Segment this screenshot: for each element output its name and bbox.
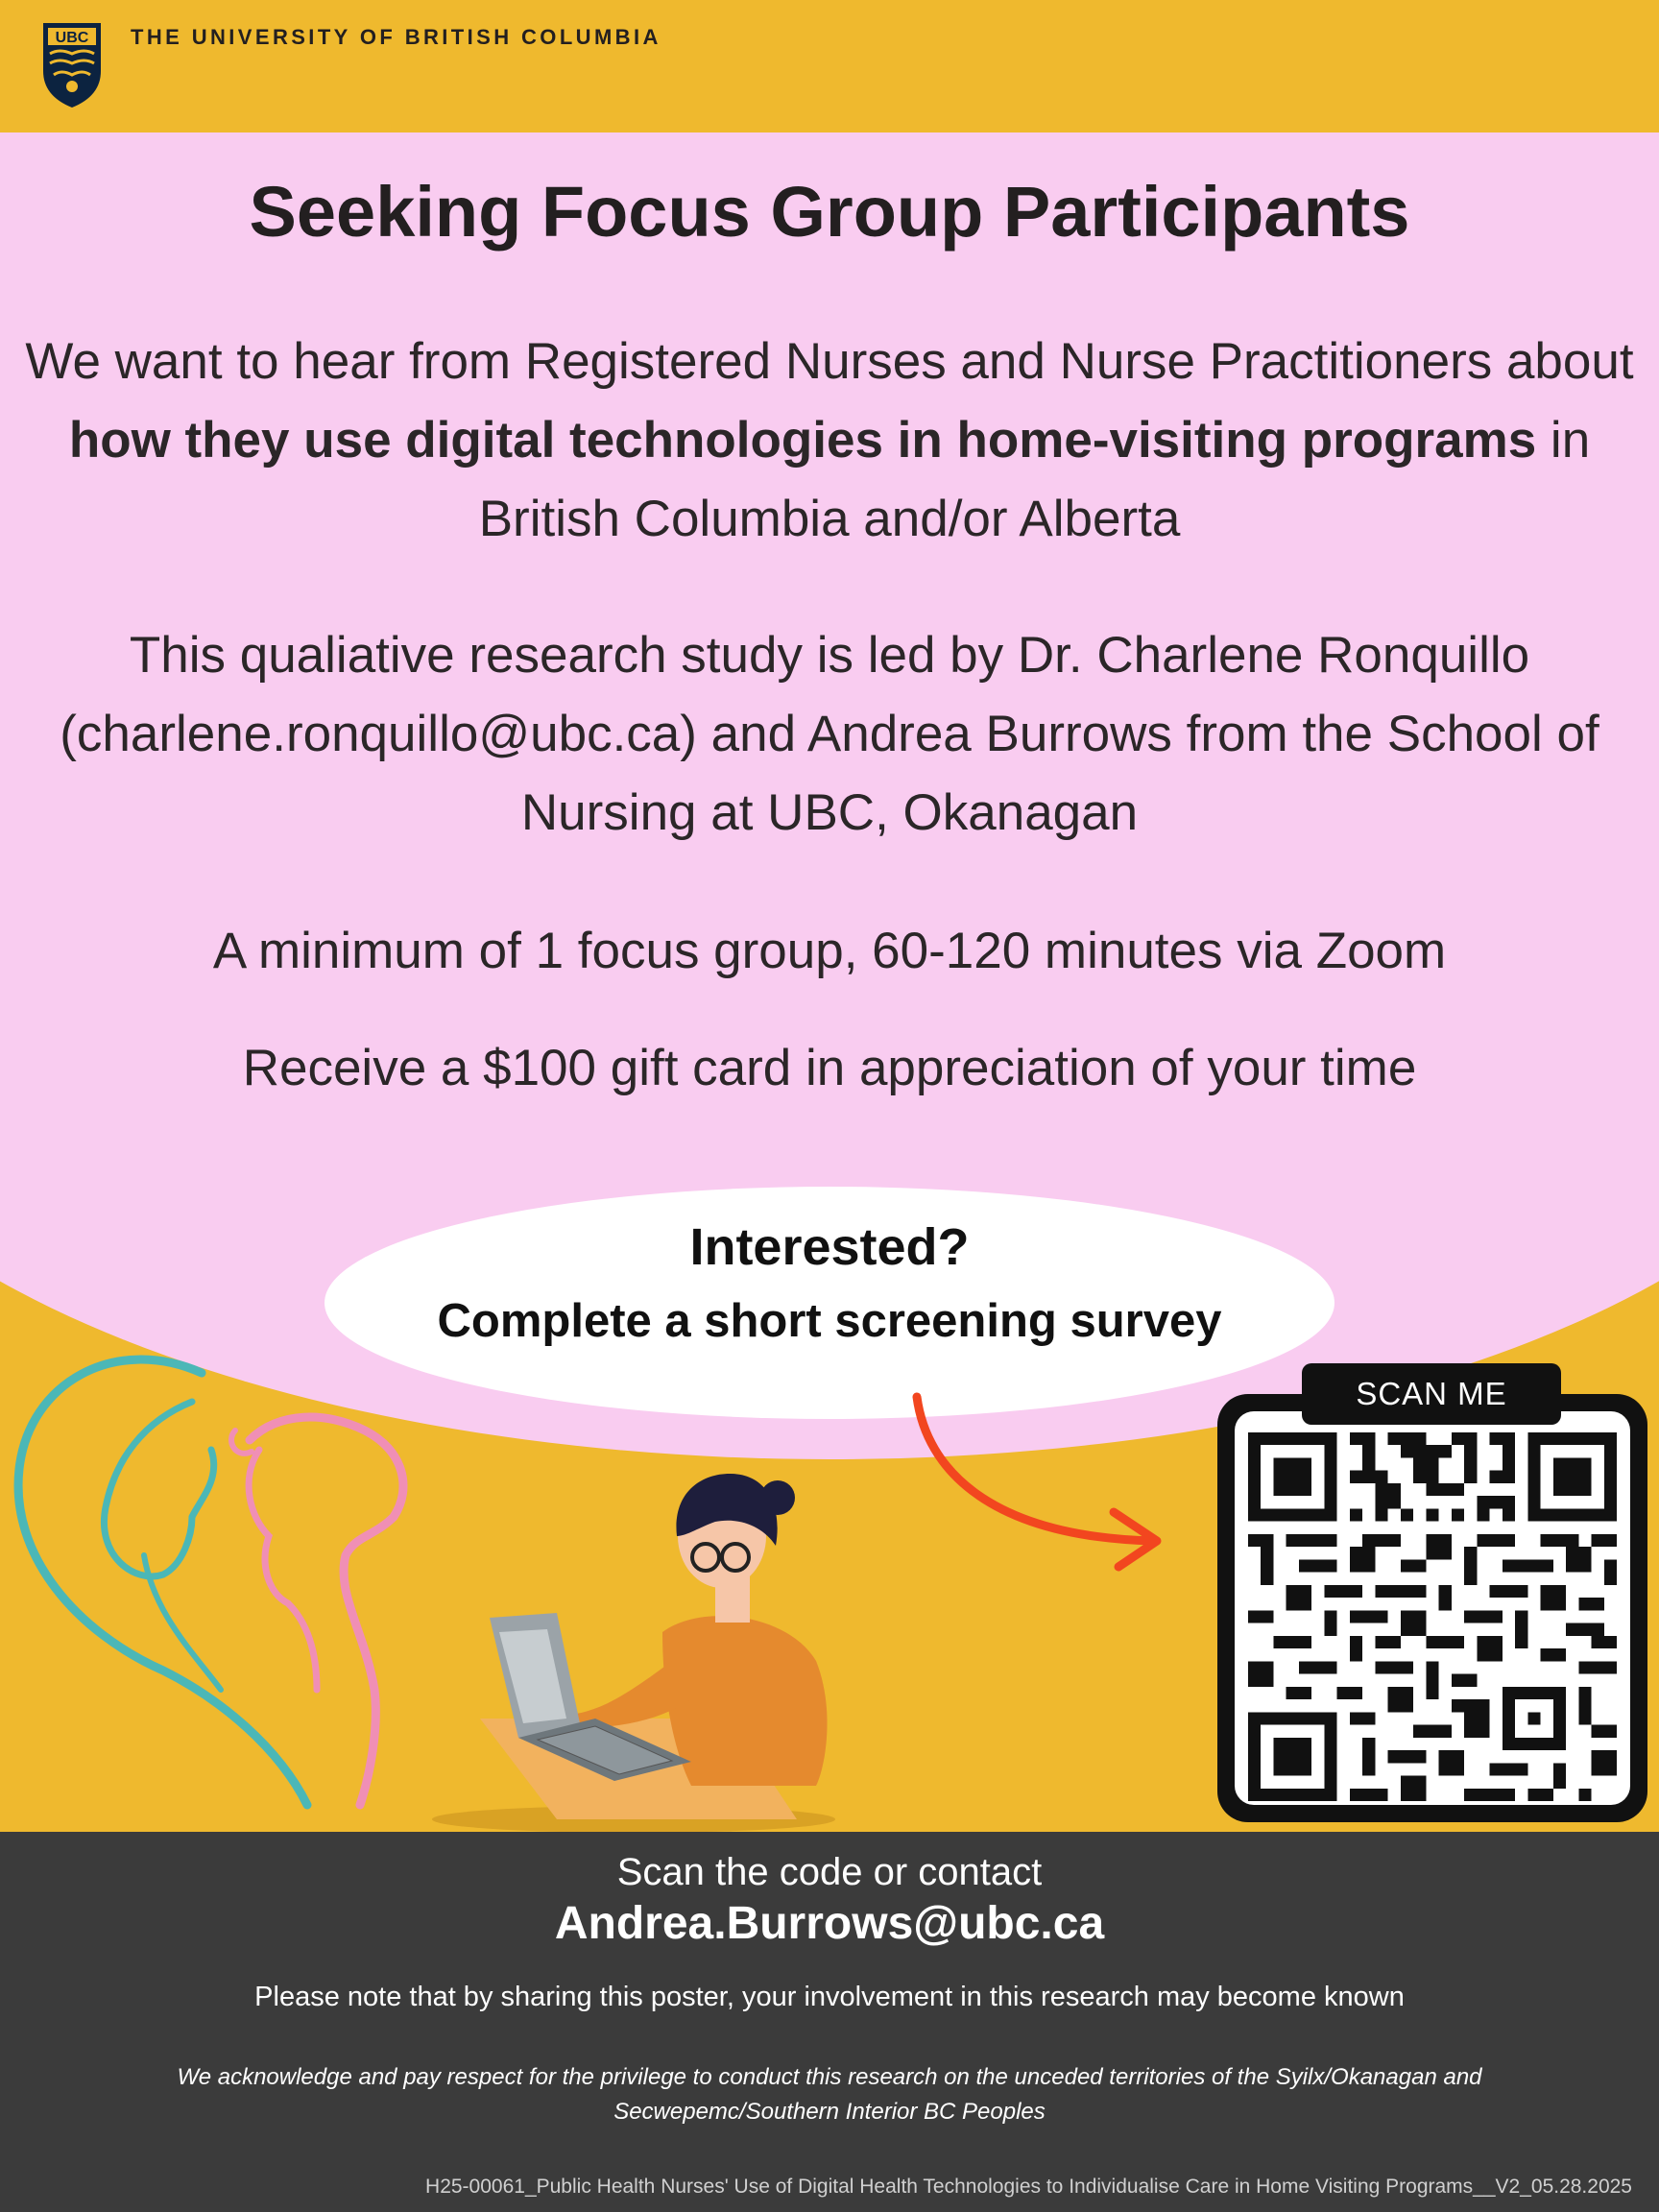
- scan-instruction: Scan the code or contact: [616, 1851, 1043, 1893]
- woman-at-laptop-illustration: [432, 1474, 835, 1833]
- privacy-note: Please note that by sharing this poster, your involvement in this research may become known: [254, 1982, 1405, 2012]
- focus-group-info: A minimum of 1 focus group, 60-120 minutes via Zoom: [212, 923, 1447, 979]
- qr-code-icon[interactable]: [1248, 1432, 1617, 1801]
- university-name: THE UNIVERSITY OF BRITISH COLUMBIA: [131, 25, 661, 49]
- scan-me-text: SCAN ME: [1356, 1376, 1507, 1411]
- illustration: [0, 1325, 1190, 1843]
- arrow-to-qr: [917, 1397, 1157, 1567]
- contact-email-link[interactable]: Andrea.Burrows@ubc.ca: [554, 1898, 1105, 1949]
- header-bar: [0, 0, 1659, 132]
- scan-me-label: [1302, 1363, 1561, 1425]
- study-lead-paragraph: This qualiative research study is led by Dr. Charlene Ronquillo (charlene.ronquillo@ubc.ca) and Andrea Burrows from the School of Nursing at UBC, Okanagan: [60, 627, 1599, 841]
- reference-code: H25-00061_Public Health Nurses' Use of Digital Health Technologies to Individualise Care in Home Visiting Programs__V2_05.28.2025: [425, 2176, 1632, 2198]
- page-title: Seeking Focus Group Participants: [249, 172, 1410, 252]
- logo-text: UBC: [55, 30, 89, 46]
- intro-text-bold: how they use digital technologies in home-visiting programs: [68, 412, 1537, 469]
- callout-heading: Interested?: [689, 1218, 970, 1276]
- mother-baby-line-art: [18, 1359, 403, 1805]
- intro-text-1: We want to hear from Registered Nurses and Nurse Practitioners about: [25, 333, 1634, 390]
- intro-text-2: in British Columbia and/or Alberta: [478, 412, 1591, 547]
- callout-subheading: Complete a short screening survey: [437, 1295, 1222, 1347]
- ubc-logo: [40, 21, 104, 109]
- land-acknowledgement: We acknowledge and pay respect for the privilege to conduct this research on the unceded territories of the Syilx/Okanagan and Secwepemc/Southern Interior BC Peoples: [177, 2064, 1482, 2125]
- intro-paragraph: [0, 323, 1659, 559]
- gift-card-info: Receive a $100 gift card in appreciation of your time: [242, 1040, 1417, 1096]
